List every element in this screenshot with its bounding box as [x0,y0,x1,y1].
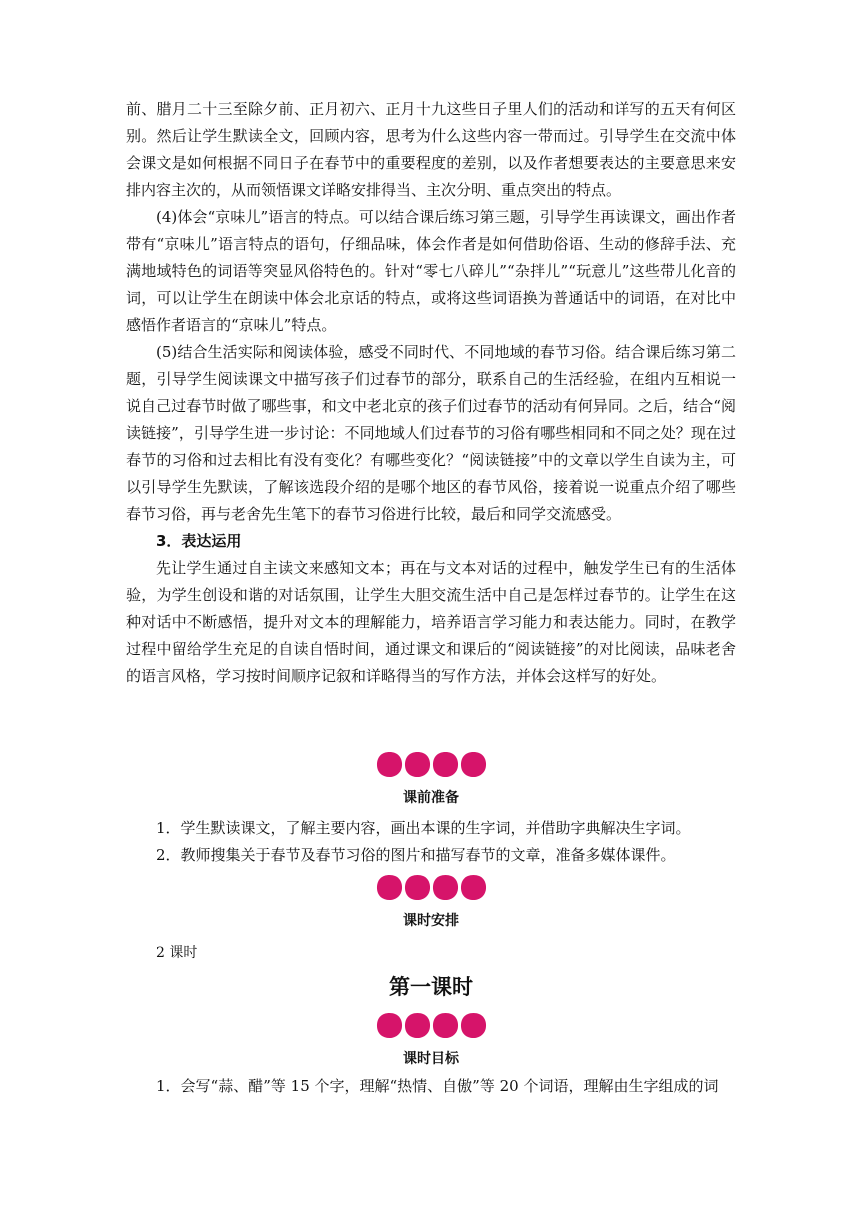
banner-label-schedule: 课时安排 [403,913,459,929]
magenta-dot [376,874,403,901]
magenta-dot [376,1012,403,1039]
prep-item-2: 2．教师搜集关于春节及春节习俗的图片和描写春节的文章，准备多媒体课件。 [156,846,676,864]
goal-item-1: 1．会写“蒜、醋”等 15 个字，理解“热情、自傲”等 20 个词语，理解由生字组成的词 [156,1077,719,1095]
schedule-text: 2 课时 [156,945,198,961]
magenta-dot [460,874,487,901]
section-3-heading: 3．表达运用 [156,532,242,550]
four-magenta-dots-icon [126,751,736,781]
magenta-dot [432,751,459,778]
paragraph-4: (4)体会“京味儿”语言的特点。可以结合课后练习第三题，引导学生再读课文，画出作者带有“京味儿”语言特点的语句，仔细品味，体会作者是如何借助俗语、生动的修辞手法、充满地域特色的词语等突显风俗特色的。针对“零七八碎儿”“杂拌儿”“玩意儿”这些带儿化音的词，可以让学生在朗读中体会北京话的特点，或将这些词语换为普通话中的词语，在对比中感悟作者语言的“京味儿”特点。 [126,208,736,334]
banner-label-prep: 课前准备 [403,790,459,806]
magenta-dot [404,874,431,901]
magenta-dot [460,1012,487,1039]
magenta-dot [376,751,403,778]
prep-item-1: 1．学生默读课文，了解主要内容，画出本课的生字词，并借助字典解决生字词。 [156,819,691,837]
banner-goals [126,1012,736,1068]
banner-prep [126,751,736,807]
magenta-dot [460,751,487,778]
banner-label-goals: 课时目标 [403,1051,459,1067]
magenta-dot [432,1012,459,1039]
goals-list [126,1073,736,1100]
paragraph-5: (5)结合生活实际和阅读体验，感受不同时代、不同地域的春节习俗。结合课后练习第二题，引导学生阅读课文中描写孩子们过春节的部分，联系自己的生活经验，在组内互相说一说自己过春节时做了哪些事，和文中老北京的孩子们过春节的活动有何异同。之后，结合“阅读链接”，引导学生进一步讨论：不同地域人们过春节的习俗有哪些相同和不同之处？现在过春节的习俗和过去相比有没有变化？有哪些变化？“阅读链接”中的文章以学生自读为主，可以引导学生先默读，了解该选段介绍的是哪个地区的春节风俗，接着说一说重点介绍了哪些春节习俗，再与老舍先生笔下的春节习俗进行比较，最后和同学交流感受。 [126,343,736,523]
magenta-dot [404,751,431,778]
prep-list [126,815,736,869]
body-block-1 [126,96,736,690]
magenta-dot [432,874,459,901]
paragraph-continued: 前、腊月二十三至除夕前、正月初六、正月十九这些日子里人们的活动和详写的五天有何区别。然后让学生默读全文，回顾内容，思考为什么这些内容一带而过。引导学生在交流中体会课文是如何根据不同日子在春节中的重要程度的差别，以及作者想要表达的主要意思来安排内容主次的，从而领悟课文详略安排得当、主次分明、重点突出的特点。 [126,100,736,199]
banner-schedule [126,874,736,930]
paragraph-expression: 先让学生通过自主读文来感知文本；再在与文本对话的过程中，触发学生已有的生活体验，为学生创设和谐的对话氛围，让学生大胆交流生活中自己是怎样过春节的。让学生在这种对话中不断感悟，提升对文本的理解能力，培养语言学习能力和表达能力。同时，在教学过程中留给学生充足的自读自悟时间，通过课文和课后的“阅读链接”的对比阅读，品味老舍的语言风格，学习按时间顺序记叙和详略得当的写作方法，并体会这样写的好处。 [126,559,736,685]
four-magenta-dots-icon [126,1012,736,1042]
lesson-title: 第一课时 [389,975,473,999]
four-magenta-dots-icon [126,874,736,904]
magenta-dot [404,1012,431,1039]
